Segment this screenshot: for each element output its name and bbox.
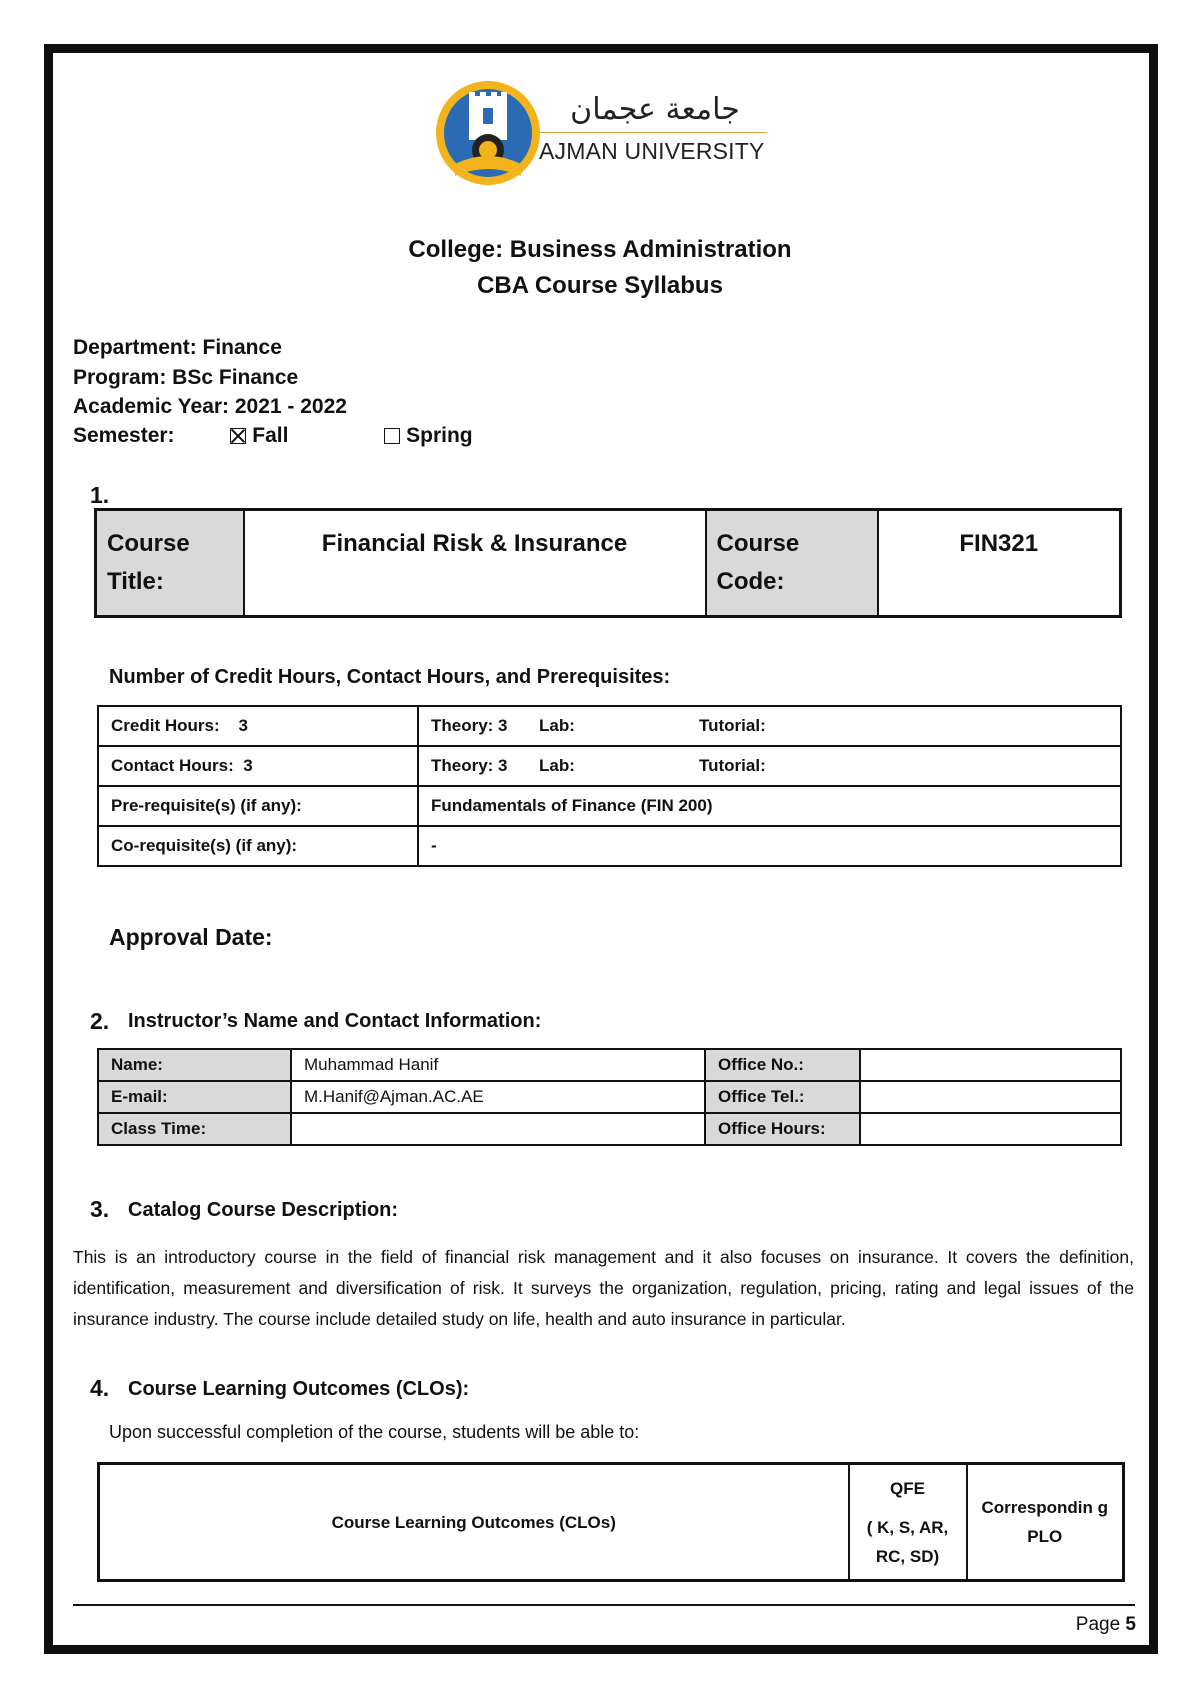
spring-label: Spring	[406, 424, 473, 447]
department-line: Department: Finance	[73, 336, 282, 359]
semester-label: Semester:	[73, 424, 175, 447]
hours-heading: Number of Credit Hours, Contact Hours, and Prerequisites:	[109, 666, 671, 688]
section-3-title: Catalog Course Description:	[128, 1199, 399, 1221]
class-time-label: Class Time:	[98, 1113, 291, 1145]
contact-hours-breakdown	[418, 746, 1121, 786]
table-row	[98, 706, 1121, 746]
page-number	[1076, 1614, 1136, 1636]
university-logo	[433, 78, 773, 188]
credit-hours-breakdown	[418, 706, 1121, 746]
table-row	[99, 1464, 1124, 1581]
tutorial-value: Tutorial:	[699, 756, 766, 775]
course-code-label: Course Code:	[706, 510, 878, 617]
section-4-number: 4.	[90, 1375, 110, 1401]
table-row	[98, 826, 1121, 866]
lab-value: Lab:	[539, 716, 575, 735]
footer-divider	[73, 1604, 1135, 1606]
office-hours-value	[860, 1113, 1121, 1145]
course-description: This is an introductory course in the field of financial risk management and it also focuses on insurance. It covers the definition, identification, measurement and diversification of risk. It surveys the organization, regulation, pricing, rating and legal issues of the insurance industry. The course include detailed study on life, health and auto insurance in particular.	[73, 1247, 1134, 1329]
spring-checkbox[interactable]	[384, 428, 400, 444]
office-tel-value	[860, 1081, 1121, 1113]
instructor-email[interactable]: M.Hanif@Ajman.AC.AE	[291, 1081, 705, 1113]
table-row	[98, 1081, 1121, 1113]
instructor-table	[97, 1048, 1122, 1146]
fall-checkbox[interactable]	[230, 428, 246, 444]
office-no-value	[860, 1049, 1121, 1081]
section-1-number: 1.	[90, 482, 110, 508]
office-no-label: Office No.:	[705, 1049, 860, 1081]
plo-column-header: Correspondin g PLO	[967, 1464, 1124, 1581]
logo-arabic-name: جامعة عجمان	[570, 92, 740, 127]
credit-hours-label: Credit Hours: 3	[98, 706, 418, 746]
qfe-label: QFE	[890, 1478, 925, 1498]
qfe-column-header	[849, 1464, 967, 1581]
course-title-value: Financial Risk & Insurance	[244, 510, 706, 617]
table-row	[98, 786, 1121, 826]
corequisite-value: -	[418, 826, 1121, 866]
course-title-label: Course Title:	[96, 510, 244, 617]
course-title-table	[94, 508, 1122, 618]
approval-date-label: Approval Date:	[109, 924, 273, 950]
contact-hours-label: Contact Hours: 3	[98, 746, 418, 786]
table-row	[98, 1113, 1121, 1145]
table-row	[98, 1049, 1121, 1081]
course-code-value: FIN321	[878, 510, 1121, 617]
office-hours-label: Office Hours:	[705, 1113, 860, 1145]
semester-line	[73, 424, 473, 448]
college-title: College: Business Administration	[408, 236, 792, 263]
email-label: E-mail:	[98, 1081, 291, 1113]
hours-table	[97, 705, 1122, 867]
lab-value: Lab:	[539, 756, 575, 775]
theory-value: Theory: 3	[431, 716, 508, 735]
clo-table	[97, 1462, 1125, 1582]
section-2-number: 2.	[90, 1008, 110, 1034]
program-line: Program: BSc Finance	[73, 366, 299, 389]
clo-intro: Upon successful completion of the course, students will be able to:	[109, 1422, 640, 1442]
ajman-university-emblem-icon	[433, 78, 543, 188]
office-tel-label: Office Tel.:	[705, 1081, 860, 1113]
theory-value: Theory: 3	[431, 756, 508, 775]
logo-english-name: AJMAN UNIVERSITY	[539, 138, 765, 164]
corequisite-label: Co-requisite(s) (if any):	[98, 826, 418, 866]
table-row	[98, 746, 1121, 786]
qfe-sub-label: ( K, S, AR, RC, SD)	[866, 1517, 949, 1566]
clo-column-header: Course Learning Outcomes (CLOs)	[99, 1464, 849, 1581]
syllabus-title: CBA Course Syllabus	[477, 272, 723, 299]
logo-divider	[539, 132, 767, 133]
section-2-title: Instructor’s Name and Contact Information:	[128, 1010, 542, 1032]
academic-year-line: Academic Year: 2021 - 2022	[73, 395, 347, 418]
fall-label: Fall	[252, 424, 289, 447]
page-number-value: 5	[1125, 1614, 1136, 1635]
section-3-number: 3.	[90, 1196, 110, 1222]
page-label: Page	[1075, 1614, 1121, 1635]
section-4-title: Course Learning Outcomes (CLOs):	[128, 1378, 470, 1400]
instructor-name: Muhammad Hanif	[291, 1049, 705, 1081]
name-label: Name:	[98, 1049, 291, 1081]
prerequisite-value: Fundamentals of Finance (FIN 200)	[418, 786, 1121, 826]
prerequisite-label: Pre-requisite(s) (if any):	[98, 786, 418, 826]
tutorial-value: Tutorial:	[699, 716, 766, 735]
class-time-value	[291, 1113, 705, 1145]
